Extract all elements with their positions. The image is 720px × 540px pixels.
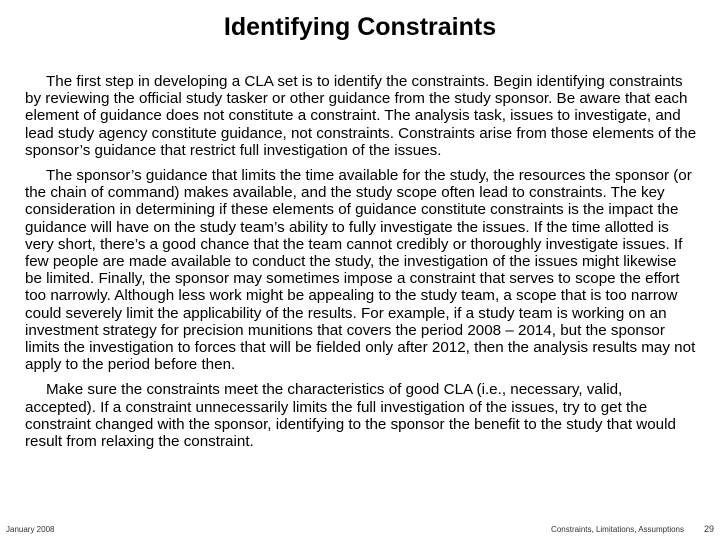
page-number: 29 bbox=[703, 524, 714, 534]
paragraph-1: The first step in developing a CLA set is to identify the constraints. Begin identifying constraints by reviewing the official study tasker or other guidance from the study sponsor. Be aware that each element of guidance does not constitute a constraint. The analysis task, issues to investigate, and lead study agency constitute guidance, not constraints. Constraints arise from those elements of the sponsor’s guidance that restrict full investigation of the issues. bbox=[25, 73, 697, 159]
footer-doc-title: Constraints, Limitations, Assumptions bbox=[551, 525, 684, 534]
paragraph-2: The sponsor’s guidance that limits the time available for the study, the resources the sponsor (or the chain of command) makes available, and the study scope often lead to constraints. The key consideration in determining if these elements of guidance constitute constraints is the impact the guidance will have on the study team’s ability to fully investigate the issues. If the time allotted is very short, there’s a good chance that the team cannot credibly or thoroughly investigate issues. If few people are made available to conduct the study, the investigation of the issues might likewise be limited. Finally, the sponsor may sometimes impose a constraint that serves to scope the effort too narrowly. Although less work might be appealing to the study team, a scope that is too narrow could severely limit the applicability of the results. For example, if a study team is working on an investment strategy for precision munitions that covers the period 2008 – 2014, but the sponsor limits the investigation to forces that will be fielded only after 2012, then the analysis results may not apply to the period before then. bbox=[25, 167, 696, 374]
slide-body bbox=[25, 73, 697, 458]
slide-title: Identifying Constraints bbox=[223, 13, 497, 41]
paragraph-3: Make sure the constraints meet the characteristics of good CLA (i.e., necessary, valid, accepted). If a constraint unnecessarily limits the full investigation of the issues, try to get the constraint changed with the sponsor, identifying to the sponsor the benefit to the study that would result from relaxing the constraint. bbox=[25, 381, 676, 451]
footer-date: January 2008 bbox=[6, 525, 55, 534]
